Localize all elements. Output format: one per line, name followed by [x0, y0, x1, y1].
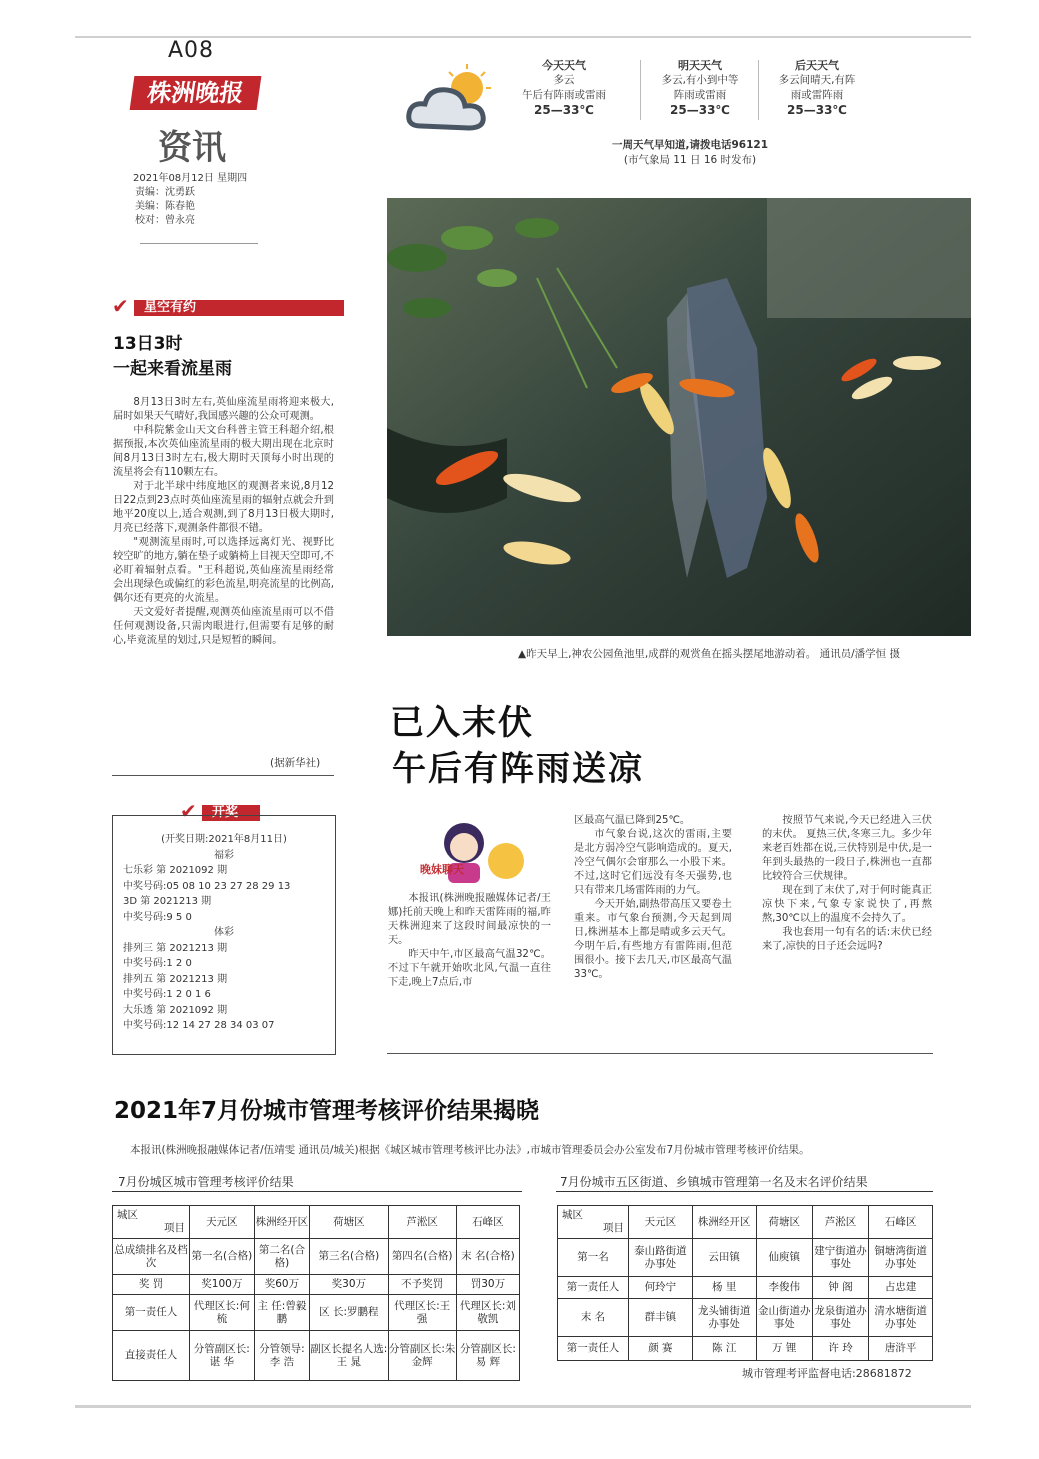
table-row: 第一责任人 颜 赛 陈 江 万 锂 许 玲 唐浒平 [558, 1337, 933, 1361]
edition-info: 2021年08月12日 星期四 责编：沈勇跃 美编：陈春艳 校对：曾永亮 [133, 173, 248, 226]
column-header: 天元区 [629, 1206, 693, 1239]
column-cartoon: 晚妹聊天 [418, 815, 530, 887]
city-assessment-table [112, 1205, 520, 1381]
table-row: 奖 罚 奖100万 奖60万 奖30万 不予奖罚 罚30万 [113, 1275, 520, 1295]
section-title: 资讯 [158, 128, 226, 168]
story-column-2: 区最高气温已降到25℃。 市气象台说,这次的雷雨,主要是北方弱冷空气影响造成的。夏天,冷空气偶尔会窜那么一小股下来。不过,这时它们远没有冬天强势,也只有带来几场雷阵雨的力气。 今天开始,副热带高压又要卷土重来。市气象台预测,今天起到周日,株洲基本上都是晴或多云天气。今明午后,有些地方有雷阵雨,但范围很小。接下去几天,市区最高气温33℃。 [574, 815, 732, 980]
table-row: 末 名 群丰镇 龙头铺街道办事处 金山街道办事处 龙泉街道办事处 清水塘街道办事处 [558, 1299, 933, 1337]
checkmark-icon: ✔ [180, 799, 197, 823]
column-header: 芦淞区 [812, 1206, 868, 1239]
meteor-article: 8月13日3时左右,英仙座流星雨将迎来极大,届时如果天气晴好,我国感兴趣的公众可观测。 中科院紫金山天文台科普主管王科超介绍,根据预报,本次英仙座流星雨的极大期出现在北京时间8月13日3时左右,极大期时天顶每小时出现的流星将会有110颗左右。 对于北半球中纬度地区的观测者来说,8月12日22点到23点时英仙座流星雨的辐射点就会升到地平20度以上,适合观测,到了8月13日极大期时,月亮已经落下,观测条件都很不错。 "观测流星雨时,可以选择远离灯光、视野比较空旷的地方,躺在垫子或躺椅上目视天空即可,不必盯着辐射点看。"王科超说,英仙座流星雨经常会出现绿色或偏红的彩色流星,明亮流星的比例高,偶尔还有更亮的火流星。 天文爱好者提醒,观测英仙座流星雨可以不借任何观测设备,只需肉眼进行,但需要有足够的耐心,毕竟流星的划过,只是短暂的瞬间。 [113, 397, 334, 646]
table-row: 第一责任人 何玲宁 杨 里 李俊伟 钟 阁 占忠建 [558, 1277, 933, 1299]
photo-caption: ▲昨天早上,神农公园鱼池里,成群的观赏鱼在摇头摆尾地游动着。 通讯员/潘学恒 摄 [518, 648, 900, 660]
story-divider [387, 1053, 933, 1054]
assessment-intro: 本报讯(株洲晚报融媒体记者/伍靖雯 通讯员/城关)根据《城区城市管理考核评比办法》,市城市管理委员会办公室发布7月份城市管理考核评价结果。 [130, 1144, 810, 1156]
weather-note: 一周天气早知道,请拨电话96121 (市气象局 11 日 16 时发布) [611, 139, 769, 166]
column-header: 天元区 [190, 1206, 255, 1239]
koi-pond-illustration [387, 198, 971, 636]
main-headline: 已入末伏 午后有阵雨送凉 [390, 703, 644, 789]
weather-divider [758, 60, 759, 120]
edition-divider [140, 243, 258, 244]
story-column-3: 按照节气来说,今天已经进入三伏的末伏。 夏热三伏,冬寒三九。多少年来老百姓都在说,三伏特别是中伏,是一年到头最热的一段日子,株洲也一直都比较符合三伏规律。 现在到了末伏了,对于何时能真正凉快下来,气象专家说快了,再熬熬,30℃以上的温度不会持久了。 我也套用一句有名的话:末伏已经来了,凉快的日子还会远吗? [762, 815, 932, 952]
column-header: 芦淞区 [388, 1206, 456, 1239]
table-row: 直接责任人 分管副区长:谌 华 分管领导:李 浩 副区长提名人选:王 晁 分管副区长:朱金辉 分管副区长:易 辉 [113, 1331, 520, 1381]
table-row: 第一责任人 代理区长:何 梳 主 任:曾毅鹏 区 长:罗鹏程 代理区长:王 强 代理区长:刘敬凯 [113, 1295, 520, 1331]
left-table-rule [112, 1191, 522, 1192]
assessment-headline: 2021年7月份城市管理考核评价结果揭晓 [114, 1098, 540, 1124]
newspaper-logo: 株洲晚报 [130, 76, 262, 110]
right-table-rule [556, 1191, 933, 1192]
story-column-1: 本报讯(株洲晚报融媒体记者/王娜)托前天晚上和昨天雷阵雨的福,昨天株洲迎来了这段时间最凉快的一天。 昨天中午,市区最高气温32℃。不过下午就开始吹北风,气温一直往下走,晚上7点后,市 [388, 893, 551, 988]
corner-cell: 城区 项目 [558, 1206, 629, 1239]
column-header: 株洲经开区 [692, 1206, 756, 1239]
column-header: 石峰区 [869, 1206, 933, 1239]
column-header: 石峰区 [456, 1206, 519, 1239]
column-header: 荷塘区 [756, 1206, 812, 1239]
column-header: 荷塘区 [310, 1206, 388, 1239]
weather-day-after: 后天天气 多云间晴天,有阵 雨或雷阵雨 25—33℃ [778, 59, 856, 117]
page-number: A08 [168, 38, 215, 63]
table-row: 第一名 泰山路街道办事处 云田镇 仙庾镇 建宁街道办事处 铜塘湾街道办事处 [558, 1239, 933, 1277]
bottom-rule [75, 1405, 971, 1408]
weather-today: 今天天气 多云 午后有阵雨或雷雨 25—33℃ [522, 59, 606, 117]
cloud-sun-icon [405, 60, 495, 140]
weather-divider [640, 60, 641, 120]
right-table-title: 7月份城市五区街道、乡镇城市管理第一名及末名评价结果 [560, 1175, 868, 1189]
checkmark-icon: ✔ [112, 294, 129, 318]
corner-cell: 城区 项目 [113, 1206, 190, 1239]
column-header: 株洲经开区 [254, 1206, 310, 1239]
meteor-headline: 13日3时 一起来看流星雨 [113, 334, 232, 379]
meteor-source: (据新华社) [270, 757, 321, 769]
left-table-title: 7月份城区城市管理考核评价结果 [118, 1175, 294, 1189]
lottery-box: (开奖日期:2021年8月11日) 福彩 七乐彩 第 2021092 期 中奖号码:05 08 10 23 27 28 29 13 3D 第 2021213 期 中奖号码:9 5 0 体彩 排列三 第 2021213 期 中奖号码:1 2 0 排列五 第 2021213 期 中奖号码:1 2 0 1 6 大乐透 第 2021092 期 中奖号码:12 14 27 28 34 03 07 [112, 815, 336, 1055]
meteor-divider [112, 775, 334, 776]
supervision-phone: 城市管理考评监督电话:28681872 [742, 1367, 912, 1380]
street-assessment-table [557, 1205, 933, 1361]
koi-pond-photo [387, 198, 971, 636]
weather-tomorrow: 明天天气 多云,有小到中等 阵雨或雷雨 25—33℃ [661, 59, 739, 117]
table-row: 总成绩排名及档次 第一名(合格) 第二名(合格) 第三名(合格) 第四名(合格) 末 名(合格) [113, 1239, 520, 1275]
